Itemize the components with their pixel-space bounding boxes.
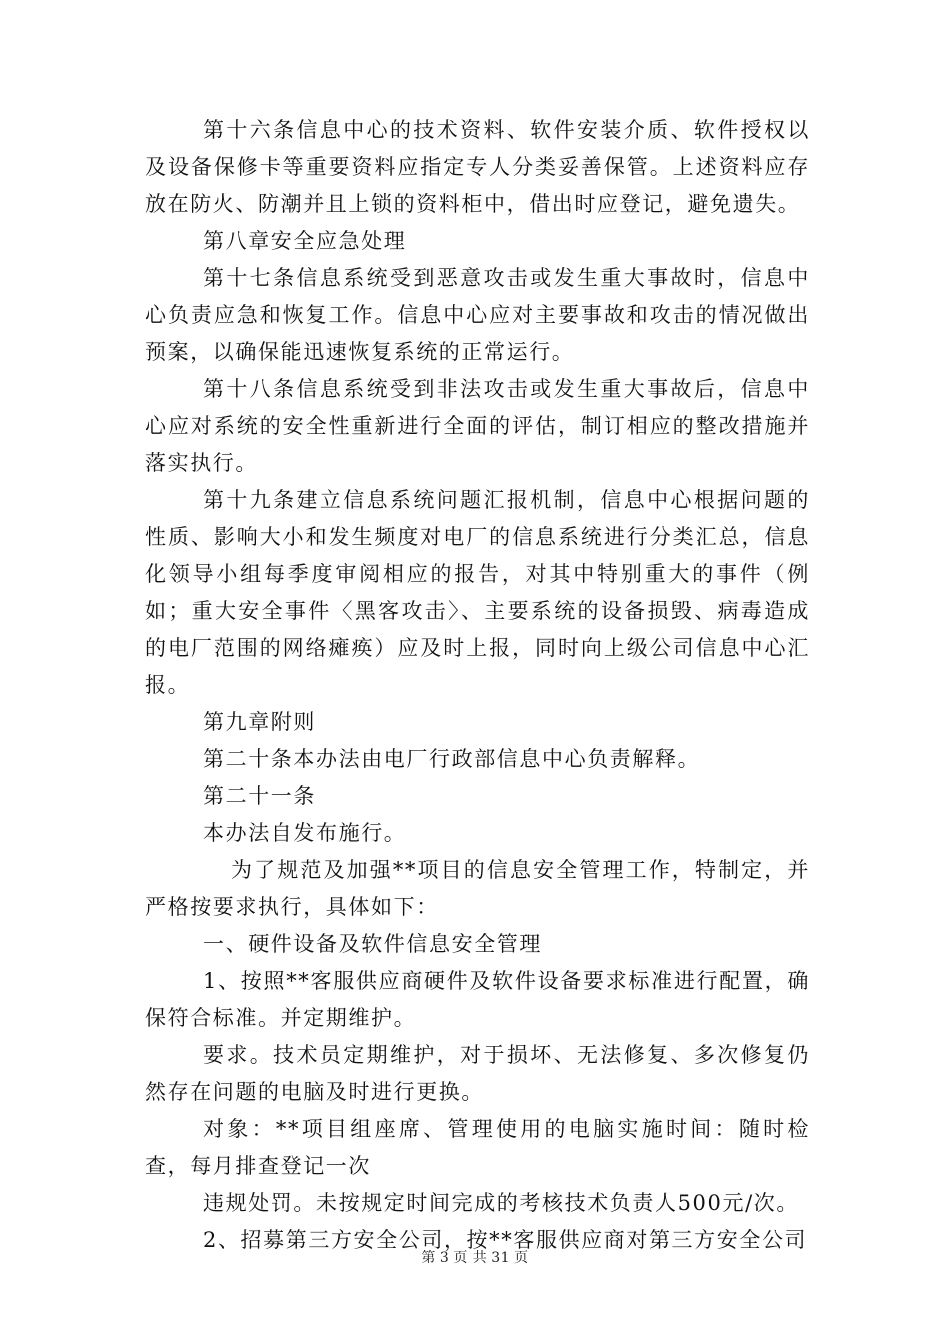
paragraph-target: 对象：**项目组座席、管理使用的电脑实施时间：随时检查，每月排查登记一次 <box>145 1117 810 1178</box>
paragraph-effective: 本办法自发布施行。 <box>203 821 407 845</box>
paragraph-intro: 为了规范及加强**项目的信息安全管理工作，特制定，并严格按要求执行，具体如下： <box>145 858 810 919</box>
chapter-heading-9: 第九章附则 <box>203 710 316 734</box>
paragraph-article-17: 第十七条信息系统受到恶意攻击或发生重大事故时，信息中心负责应急和恢复工作。信息中心应对主要事故和攻击的情况做出预案，以确保能迅速恢复系统的正常运行。 <box>145 266 810 364</box>
footer-total-pages: 31 <box>491 1250 511 1266</box>
paragraph-article-21: 第二十一条 <box>203 784 316 808</box>
paragraph-penalty: 违规处罚。未按规定时间完成的考核技术负责人500元/次。 <box>203 1191 799 1215</box>
paragraph-item-2: 2、招募第三方安全公司，按**客服供应商对第三方安全公司 <box>203 1228 808 1252</box>
section-heading-1: 一、硬件设备及软件信息安全管理 <box>203 932 542 956</box>
document-body <box>145 112 810 1259</box>
footer-current-page: 3 <box>439 1250 450 1266</box>
page-footer <box>0 1247 950 1267</box>
paragraph-article-18: 第十八条信息系统受到非法攻击或发生重大事故后，信息中心应对系统的安全性重新进行全面的评估，制订相应的整改措施并落实执行。 <box>145 377 810 475</box>
paragraph-item-1: 1、按照**客服供应商硬件及软件设备要求标准进行配置，确保符合标准。并定期维护。 <box>145 969 810 1030</box>
footer-middle: 页 共 <box>453 1250 488 1266</box>
paragraph-article-20: 第二十条本办法由电厂行政部信息中心负责解释。 <box>203 747 701 771</box>
footer-prefix: 第 <box>421 1250 436 1266</box>
paragraph-article-16: 第十六条信息中心的技术资料、软件安装介质、软件授权以及设备保修卡等重要资料应指定专人分类妥善保管。上述资料应存放在防火、防潮并且上锁的资料柜中，借出时应登记，避免遗失。 <box>145 118 810 216</box>
footer-suffix: 页 <box>514 1250 529 1266</box>
paragraph-requirement: 要求。技术员定期维护，对于损坏、无法修复、多次修复仍然存在问题的电脑及时进行更换。 <box>145 1043 810 1104</box>
paragraph-article-19: 第十九条建立信息系统问题汇报机制，信息中心根据问题的性质、影响大小和发生频度对电厂的信息系统进行分类汇总，信息化领导小组每季度审阅相应的报告，对其中特别重大的事件（例如；重大安全事件〈黑客攻击〉、主要系统的设备损毁、病毒造成的电厂范围的网络瘫痪）应及时上报，同时向上级公司信息中心汇报。 <box>145 488 810 697</box>
chapter-heading-8: 第八章安全应急处理 <box>203 229 407 253</box>
